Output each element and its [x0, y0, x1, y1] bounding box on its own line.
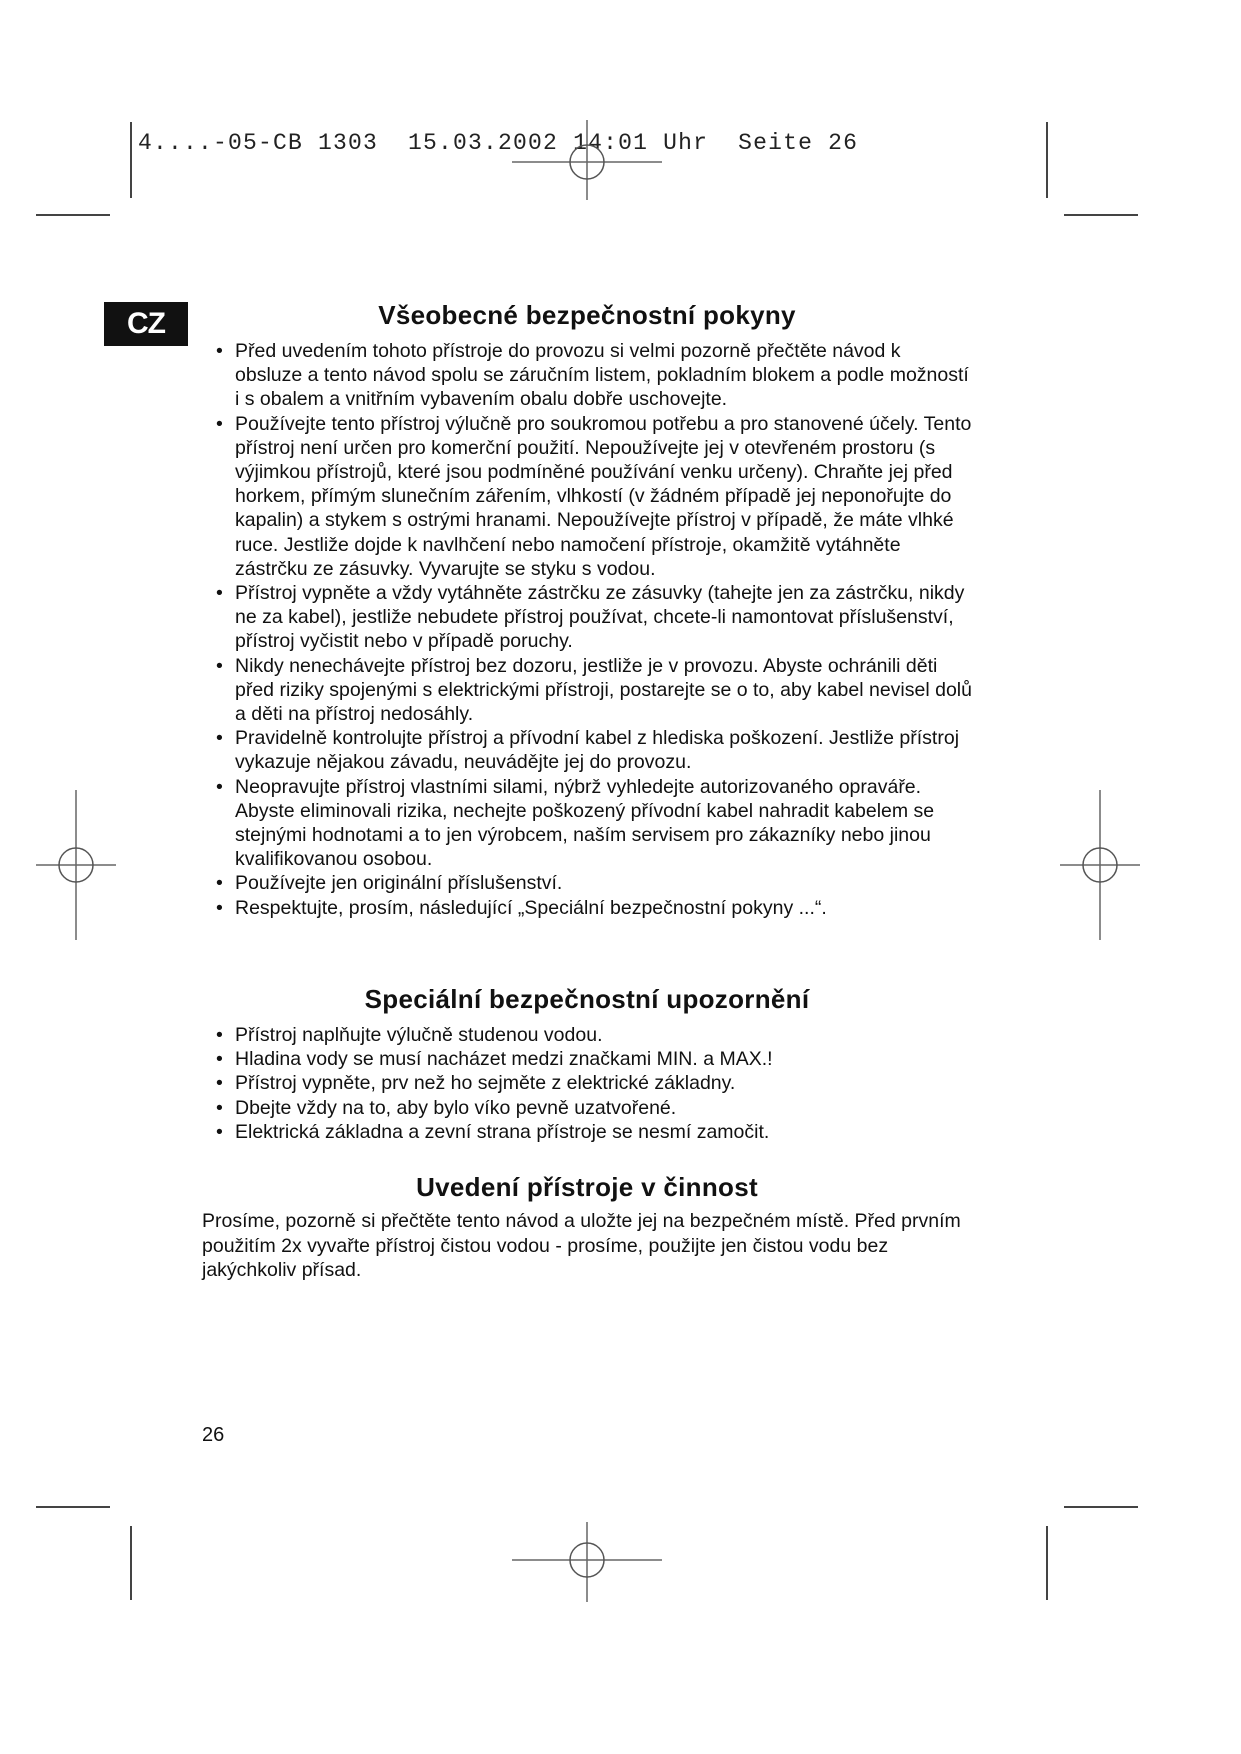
list-item: • Přístroj vypněte a vždy vytáhněte zástrčku ze zásuvky (tahejte jen za zástrčku, nikdy ne za kabel), jestliže nebudete přístroj používat, chcete-li namontovat příslušenství, přístroj vyčistit nebo v případě poruchy. [216, 582, 965, 653]
registration-mark-top-icon [512, 120, 662, 200]
bullet-icon: • [216, 896, 223, 919]
section-getting-started [202, 1172, 972, 1283]
section-title: Všeobecné bezpečnostní pokyny [378, 300, 796, 330]
list-item: • Přístroj vypněte, prv než ho sejměte z elektrické základny. [216, 1072, 736, 1095]
crop-mark-bottom-left-horizontal [36, 1506, 110, 1508]
bullet-list [202, 1023, 972, 1144]
section-title: Uvedení přístroje v činnost [416, 1172, 758, 1202]
list-item: • Dbejte vždy na to, aby bylo víko pevně uzatvořené. [216, 1096, 677, 1119]
section-title: Speciální bezpečnostní upozornění [364, 984, 810, 1014]
section-special-warnings [202, 984, 972, 1144]
bullet-icon: • [216, 1048, 223, 1071]
section-general-safety [202, 300, 972, 920]
registration-mark-right-icon [1060, 790, 1140, 940]
page-number: 26 [202, 1424, 225, 1446]
bullet-icon: • [216, 582, 223, 605]
crop-mark-bottom-left-vertical [130, 1526, 132, 1600]
list-item: • Používejte jen originální příslušenství. [216, 872, 563, 895]
list-item: • Elektrická základna a zevní strana přístroje se nesmí zamočit. [216, 1120, 770, 1143]
list-item: • Používejte tento přístroj výlučně pro soukromou potřebu a pro stanovené účely. Tento přístroj není určen pro komerční použití. Nepoužívejte jej v otevřeném prostoru (s výjimkou přístrojů, které jsou podmíněné používání venku určeny). Chraňte jej před horkem, přímým slunečním zářením, vlhkostí (v žádném případě jej neponořujte do kapalin) a stykem s ostrými hranami. Nepoužívejte přístroj v případě, že máte vlhké ruce. Jestliže dojde k navlhčení nebo namočení přístroje, okamžitě vytáhněte zástrčku ze zásuvky. Vyvarujte se styku s vodou. [216, 412, 972, 580]
bullet-icon: • [216, 1096, 223, 1119]
list-item: • Přístroj naplňujte výlučně studenou vodou. [216, 1024, 603, 1046]
registration-mark-bottom-icon [512, 1522, 662, 1602]
bullet-icon: • [216, 654, 223, 677]
crop-mark-top-right-vertical [1046, 122, 1048, 198]
crop-mark-top-left-horizontal [36, 214, 110, 216]
list-item: • Respektujte, prosím, následující „Speciální bezpečnostní pokyny ...“. [216, 896, 827, 919]
language-tab: CZ [104, 302, 188, 346]
section-paragraph: Prosíme, pozorně si přečtěte tento návod a uložte jej na bezpečném místě. Před prvním použitím 2x vyvařte přístroj čistou vodou - prosíme, použijte jen čistou vodu bez jakýchkoliv přísad. [202, 1210, 961, 1281]
bullet-icon: • [216, 775, 223, 798]
bullet-list [202, 339, 972, 920]
list-item: • Hladina vody se musí nacházet medzi značkami MIN. a MAX.! [216, 1048, 773, 1071]
crop-mark-bottom-right-vertical [1046, 1526, 1048, 1600]
bullet-icon: • [216, 1120, 223, 1143]
bullet-icon: • [216, 340, 223, 362]
bullet-icon: • [216, 872, 223, 895]
crop-mark-bottom-right-horizontal [1064, 1506, 1138, 1508]
bullet-icon: • [216, 727, 223, 750]
crop-mark-top-left-vertical [130, 122, 132, 198]
print-header: 4....-05-CB 1303 15.03.2002 14:01 Uhr Seite 26 [138, 130, 859, 156]
bullet-icon: • [216, 1024, 223, 1046]
registration-mark-left-icon [36, 790, 116, 940]
list-item: • Pravidelně kontrolujte přístroj a přívodní kabel z hlediska poškození. Jestliže přístroj vykazuje nějakou závadu, neuvádějte jej do provozu. [216, 727, 960, 774]
list-item: • Před uvedením tohoto přístroje do provozu si velmi pozorně přečtěte návod k obsluze a tento návod spolu se záručním listem, pokladním blokem a podle možností i s obalem a vnitřním vybavením obalu dobře uschovejte. [216, 340, 969, 411]
list-item: • Neopravujte přístroj vlastními silami, nýbrž vyhledejte autorizovaného opraváře. Abyste eliminovali rizika, nechejte poškozený přívodní kabel nahradit kabelem se stejnými hodnotami a to jen výrobcem, naším servisem pro zákazníky nebo jinou kvalifikovanou osobou. [216, 775, 935, 871]
bullet-icon: • [216, 1072, 223, 1095]
list-item: • Nikdy nenechávejte přístroj bez dozoru, jestliže je v provozu. Abyste ochránili děti před riziky spojenými s elektrickými přístroji, postarejte se o to, aby kabel nevisel dolů a děti na přístroj nedosáhly. [216, 654, 972, 726]
crop-mark-top-right-horizontal [1064, 214, 1138, 216]
bullet-icon: • [216, 412, 223, 435]
